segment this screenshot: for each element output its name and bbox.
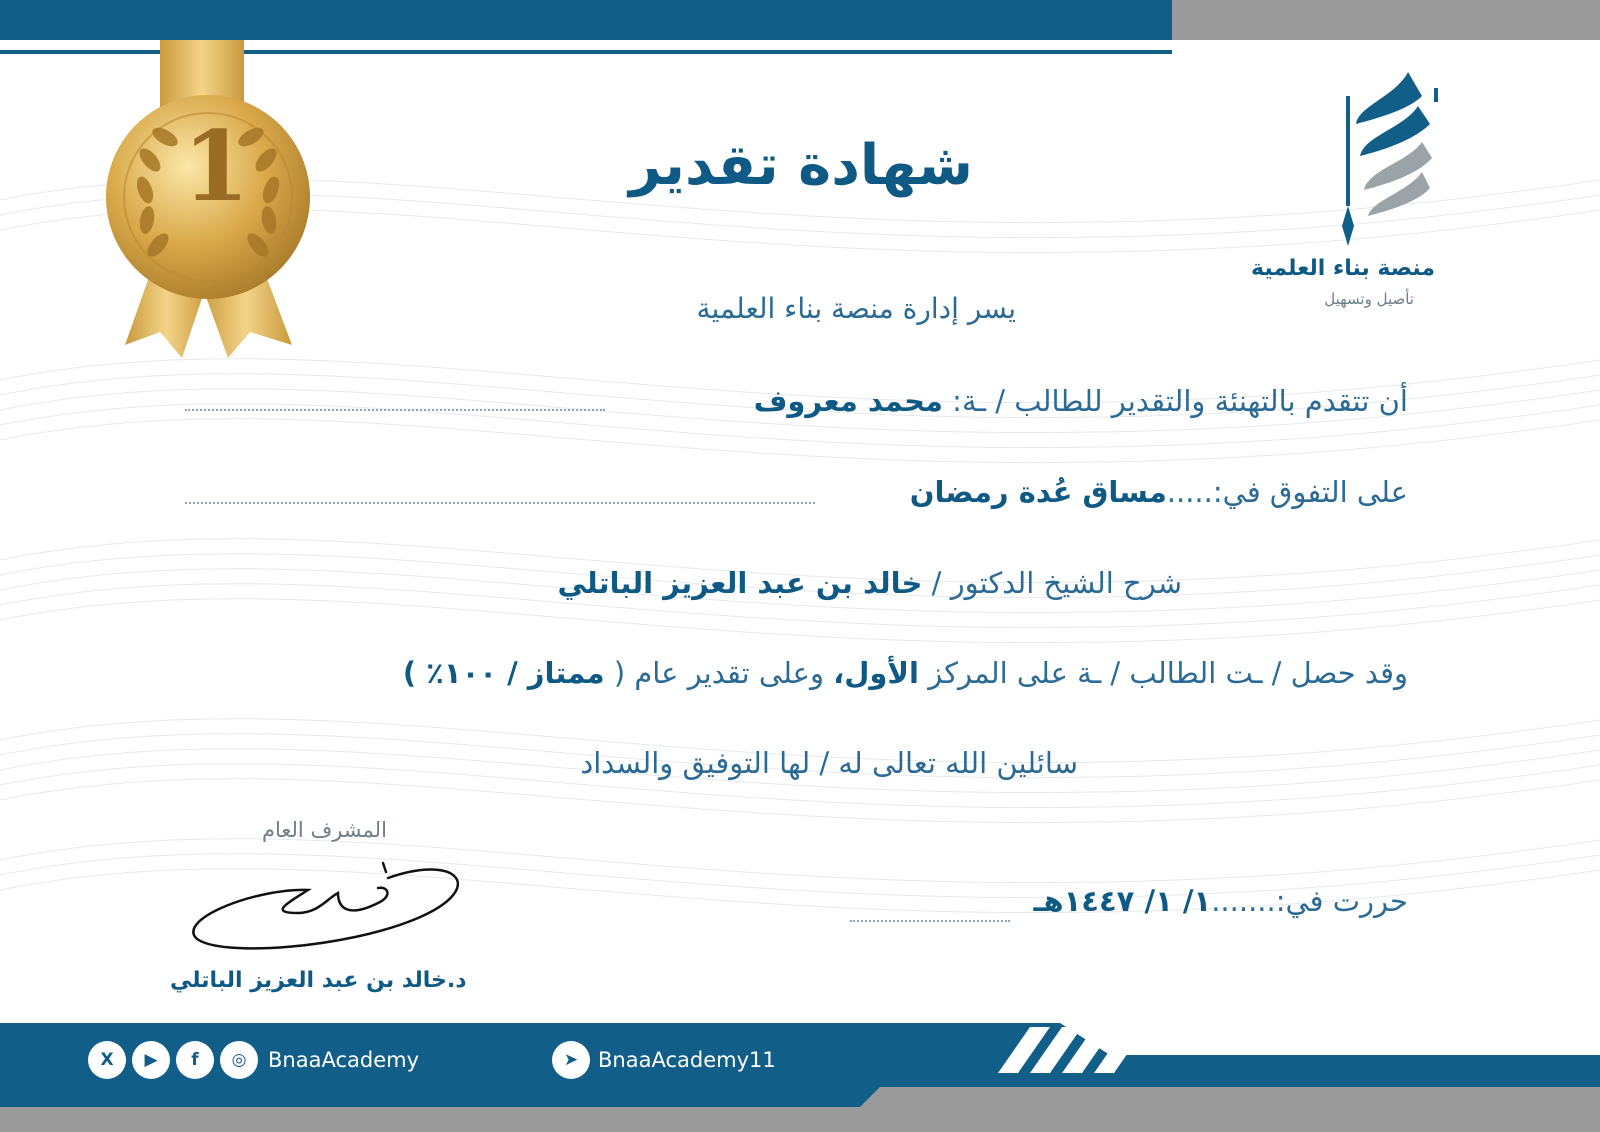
congrats-line (754, 378, 1408, 424)
top-gray-bar (1172, 0, 1600, 40)
x-icon[interactable]: X (88, 1041, 126, 1079)
subject-prefix: على التفوق في:..... (1166, 475, 1408, 509)
logo-name: منصة بناء العلمية (1251, 256, 1435, 281)
medal-number: 1 (182, 110, 250, 223)
certificate-title: شهادة تقدير (629, 133, 973, 198)
telegram-handle: BnaaAcademy11 (598, 1048, 776, 1072)
sheikh-line (557, 560, 1182, 606)
signature-name: د.خالد بن عبد العزيز الباتلي (170, 968, 467, 993)
social-contacts (88, 1041, 419, 1079)
rank-line (403, 650, 1408, 696)
social-handle: BnaaAcademy (268, 1048, 419, 1072)
telegram-icon: ➤ (552, 1041, 590, 1079)
youtube-icon[interactable]: ▶ (132, 1041, 170, 1079)
top-blue-bar (0, 0, 1172, 40)
dotted-fill-line-date (850, 920, 1010, 922)
grade-prefix: وعلى تقدير عام ( (613, 656, 824, 690)
closing-line: سائلين الله تعالى له / لها التوفيق والسداد (580, 746, 1078, 780)
rank-value: الأول، (833, 656, 919, 690)
grade-value: ممتاز / ١٠٠٪ ) (402, 656, 605, 690)
dotted-fill-line-1 (185, 409, 605, 411)
congrats-prefix: أن تتقدم بالتهنئة والتقدير للطالب / ـة: (952, 384, 1408, 418)
subject-line (910, 469, 1408, 515)
signature-title: المشرف العام (262, 818, 387, 842)
intro-line: يسر إدارة منصة بناء العلمية (696, 292, 1016, 325)
logo-tagline: تأصيل وتسهيل (1324, 290, 1414, 308)
date-label: حررت في:....... (1211, 884, 1408, 918)
facebook-icon[interactable]: f (176, 1041, 214, 1079)
telegram-contact[interactable] (552, 1041, 776, 1079)
sheikh-name: خالد بن عبد العزيز الباتلي (557, 566, 923, 600)
dotted-fill-line-2 (185, 502, 815, 504)
academy-logo-icon (1338, 66, 1458, 248)
signature-drawing (188, 858, 478, 958)
instagram-icon[interactable]: ◎ (220, 1041, 258, 1079)
date-line (1034, 878, 1408, 924)
date-value: ١/ ١/ ١٤٤٧هـ (1033, 884, 1212, 918)
subject-name: مساق عُدة رمضان (909, 475, 1167, 509)
student-name: محمد معروف (753, 384, 943, 418)
sheikh-prefix: شرح الشيخ الدكتور / (931, 566, 1182, 600)
rank-prefix: وقد حصل / ـت الطالب / ـة على المركز (928, 656, 1408, 690)
